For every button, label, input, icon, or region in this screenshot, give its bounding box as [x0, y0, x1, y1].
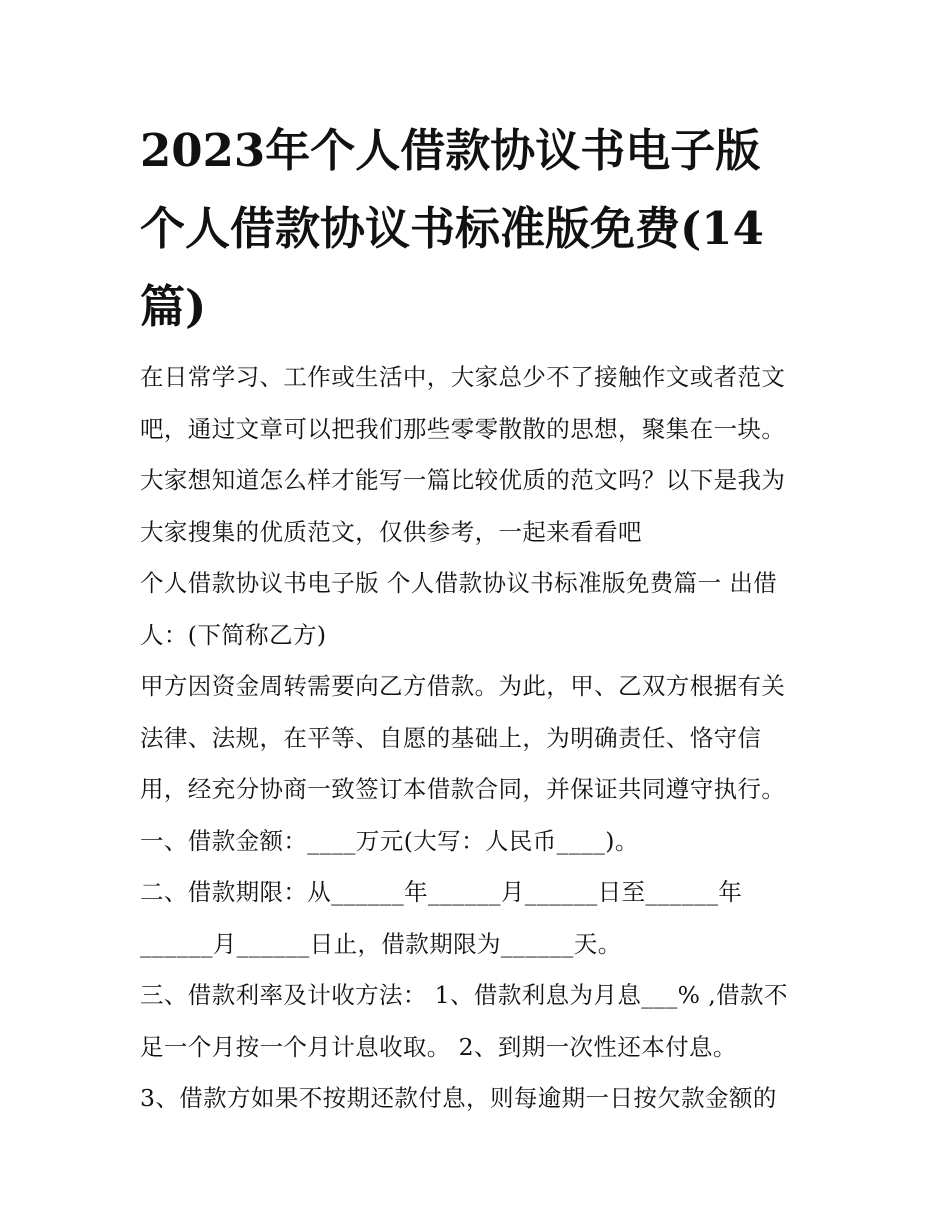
body-line: 法律、法规，在平等、自愿的基础上，为明确责任、恪守信: [140, 723, 762, 752]
document-title: [140, 112, 830, 346]
body-line: 人：(下简称乙方): [140, 620, 327, 649]
body-line: 足一个月按一个月计息收取。 2、到期一次性还本付息。: [140, 1032, 737, 1061]
body-line: 大家想知道怎么样才能写一篇比较优质的范文吗？以下是我为: [140, 466, 786, 494]
document-body: [140, 352, 830, 1125]
title-line-1: 2023年个人借款协议书电子版: [140, 124, 761, 177]
body-line: 在日常学习、工作或生活中，大家总少不了接触作文或者范文: [140, 363, 786, 391]
title-line-2: 个人借款协议书标准版免费(14: [140, 202, 764, 255]
body-line: 一、借款金额：____万元(大写：人民币____)。: [140, 826, 639, 855]
body-line: 用，经充分协商一致签订本借款合同，并保证共同遵守执行。: [140, 775, 786, 803]
body-line: ______月______日止，借款期限为______天。: [140, 929, 622, 958]
body-line: 三、借款利率及计收方法： 1、借款利息为月息___% ,借款不: [140, 981, 788, 1009]
body-line: 个人借款协议书电子版 个人借款协议书标准版免费篇一 出借: [140, 569, 778, 597]
body-line: 大家搜集的优质范文，仅供参考，一起来看看吧: [140, 517, 642, 546]
body-line: 二、借款期限：从______年______月______日至______年: [140, 878, 743, 906]
body-line: 甲方因资金周转需要向乙方借款。为此，甲、乙双方根据有关: [140, 672, 786, 700]
body-line: 3、借款方如果不按期还款付息，则每逾期一日按欠款金额的: [140, 1084, 777, 1112]
title-line-3: 篇): [140, 280, 207, 333]
body-line: 吧，通过文章可以把我们那些零零散散的思想，聚集在一块。: [140, 414, 786, 443]
